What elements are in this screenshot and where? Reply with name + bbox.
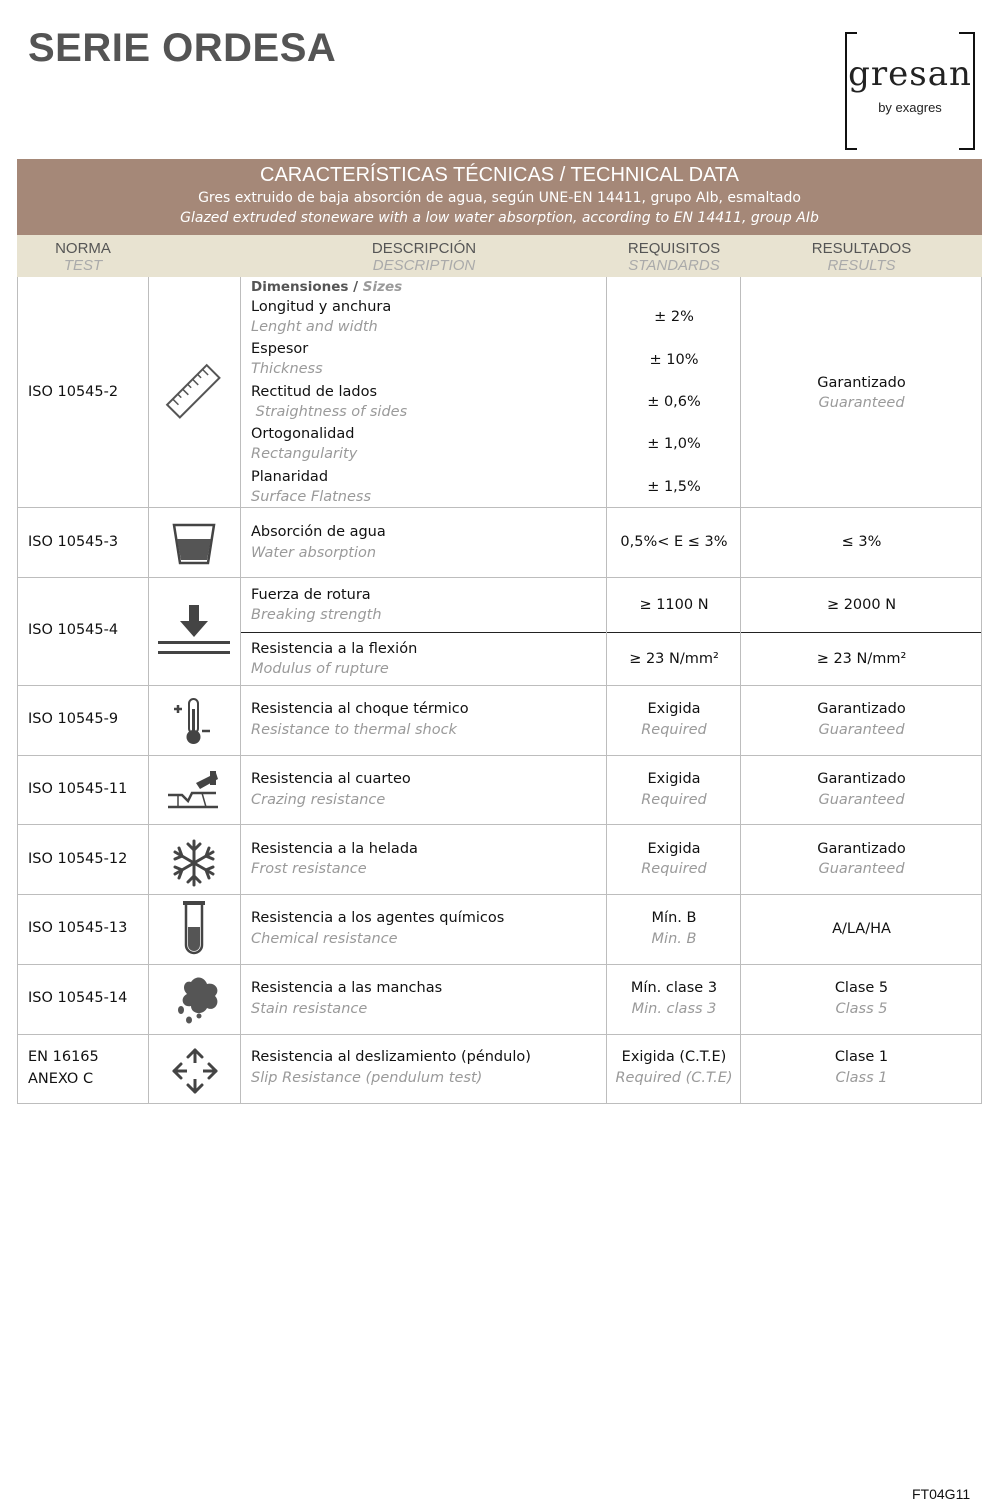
dim-item-es: Espesor (251, 341, 309, 357)
dim-std: ± 1,0% (647, 436, 701, 452)
standard-es: Exigida (647, 701, 701, 717)
desc-en: Frost resistance (251, 861, 367, 877)
col-resultados-es: RESULTADOS (811, 240, 912, 257)
dim-item-es: Ortogonalidad (251, 426, 355, 442)
desc-es: Resistencia a las manchas (251, 980, 443, 996)
result-en: Guaranteed (818, 792, 905, 808)
dimensions-heading (251, 279, 402, 295)
standard-es: Exigida (C.T.E) (621, 1049, 727, 1065)
desc-en: Chemical resistance (251, 931, 398, 947)
norm-iso-10545-13: ISO 10545-13 (28, 920, 128, 936)
desc-es: Resistencia al deslizamiento (péndulo) (251, 1049, 531, 1065)
dim-std: ± 1,5% (647, 479, 701, 495)
dim-item-en: Surface Flatness (251, 489, 372, 505)
document-code: FT04G11 (912, 1486, 971, 1502)
result-es: Garantizado (817, 701, 906, 717)
result-value: ≥ 23 N/mm² (816, 651, 907, 667)
desc-en: Crazing resistance (251, 792, 386, 808)
standard-value: ≥ 23 N/mm² (629, 651, 719, 667)
desc-en: Resistance to thermal shock (251, 722, 457, 738)
stain-icon (169, 972, 225, 1030)
dimensions-heading-es: Dimensiones / (251, 279, 359, 295)
col-descripcion-es: DESCRIPCIÓN (371, 240, 477, 257)
norm-iso-10545-9: ISO 10545-9 (28, 711, 119, 727)
desc-es: Resistencia a la flexión (251, 641, 418, 657)
col-requisitos-en: STANDARDS (628, 257, 720, 274)
desc-en: Water absorption (251, 545, 377, 561)
snowflake-icon (170, 838, 218, 892)
standard-value: 0,5%< E ≤ 3% (620, 534, 728, 550)
dim-item-es: Planaridad (251, 469, 329, 485)
logo-byline: by exagres (878, 100, 942, 115)
standard-es: Mín. B (651, 910, 697, 926)
banner-subtitle-es: Gres extruido de baja absorción de agua, según UNE-EN 14411, grupo AIb, esmaltado (198, 190, 801, 206)
norm-iso-10545-11: ISO 10545-11 (28, 781, 128, 797)
standard-en: Required (641, 861, 707, 877)
col-norma-es: NORMA (55, 240, 111, 257)
desc-es: Resistencia a los agentes químicos (251, 910, 505, 926)
desc-es: Resistencia a la helada (251, 841, 418, 857)
brand-logo (845, 32, 973, 148)
dim-item-es: Longitud y anchura (251, 299, 392, 315)
standard-en: Min. B (651, 931, 697, 947)
desc-en: Modulus of rupture (251, 661, 389, 677)
standard-value: ≥ 1100 N (639, 597, 709, 613)
technical-data-banner (17, 159, 982, 235)
dim-item-en: Straightness of sides (251, 404, 408, 420)
dim-result-es: Garantizado (817, 375, 906, 391)
ruler-icon (164, 362, 224, 426)
col-descripcion (241, 240, 607, 274)
col-resultados-en: RESULTS (827, 257, 896, 274)
dimensions-heading-en: Sizes (362, 279, 403, 295)
result-en: Class 5 (835, 1001, 888, 1017)
desc-es: Resistencia al choque térmico (251, 701, 469, 717)
norm-iso-10545-14: ISO 10545-14 (28, 990, 128, 1006)
desc-en: Stain resistance (251, 1001, 368, 1017)
norm-iso-10545-4: ISO 10545-4 (28, 622, 119, 638)
dim-std: ± 0,6% (647, 394, 701, 410)
result-value: ≥ 2000 N (826, 597, 897, 613)
dim-std: ± 2% (654, 309, 694, 325)
standard-es: Exigida (647, 841, 701, 857)
norm-iso-10545-2: ISO 10545-2 (28, 384, 119, 400)
col-norma-en: TEST (63, 257, 103, 274)
norm-iso-10545-12: ISO 10545-12 (28, 851, 128, 867)
dim-item-en: Rectangularity (251, 446, 358, 462)
logo-brand-name: gresan (848, 54, 972, 94)
banner-title: CARACTERÍSTICAS TÉCNICAS / TECHNICAL DATA (260, 164, 739, 186)
dim-std: ± 10% (649, 352, 699, 368)
result-en: Guaranteed (818, 722, 905, 738)
standard-en: Required (641, 722, 707, 738)
page-title: SERIE ORDESA (28, 26, 337, 70)
result-value: A/LA/HA (832, 921, 891, 937)
norm-en-16165-line1: EN 16165 (28, 1049, 99, 1065)
col-descripcion-en: DESCRIPTION (372, 257, 476, 274)
desc-es: Resistencia al cuarteo (251, 771, 411, 787)
slip-arrows-icon (168, 1044, 222, 1102)
test-tube-icon (177, 899, 211, 961)
dim-result-en: Guaranteed (818, 395, 905, 411)
dim-item-en: Lenght and width (251, 319, 378, 335)
result-es: Clase 5 (834, 980, 889, 996)
col-resultados (741, 240, 982, 274)
thermometer-icon (170, 695, 220, 751)
col-requisitos (607, 240, 741, 274)
desc-en: Breaking strength (251, 607, 382, 623)
desc-en: Slip Resistance (pendulum test) (251, 1070, 483, 1086)
glass-water-icon (169, 519, 219, 571)
result-es: Garantizado (817, 841, 906, 857)
result-value: ≤ 3% (841, 534, 882, 550)
standard-es: Mín. clase 3 (630, 980, 718, 996)
result-en: Class 1 (835, 1070, 888, 1086)
standard-en: Required (C.T.E) (615, 1070, 733, 1086)
dim-item-es: Rectitud de lados (251, 384, 377, 400)
norm-iso-10545-3: ISO 10545-3 (28, 534, 119, 550)
standard-en: Min. class 3 (631, 1001, 717, 1017)
result-es: Garantizado (817, 771, 906, 787)
result-en: Guaranteed (818, 861, 905, 877)
crazing-icon (164, 769, 224, 817)
desc-es: Absorción de agua (251, 524, 386, 540)
col-norma (17, 240, 149, 274)
dim-item-en: Thickness (251, 361, 323, 377)
col-requisitos-es: REQUISITOS (627, 240, 721, 257)
standard-en: Required (641, 792, 707, 808)
column-header-row (17, 235, 982, 277)
banner-subtitle-en: Glazed extruded stoneware with a low water absorption, according to EN 14411, group AIb (180, 210, 819, 226)
result-es: Clase 1 (834, 1049, 889, 1065)
desc-es: Fuerza de rotura (251, 587, 371, 603)
norm-en-16165-line2: ANEXO C (28, 1071, 94, 1087)
breaking-strength-icon (156, 603, 232, 667)
standard-es: Exigida (647, 771, 701, 787)
